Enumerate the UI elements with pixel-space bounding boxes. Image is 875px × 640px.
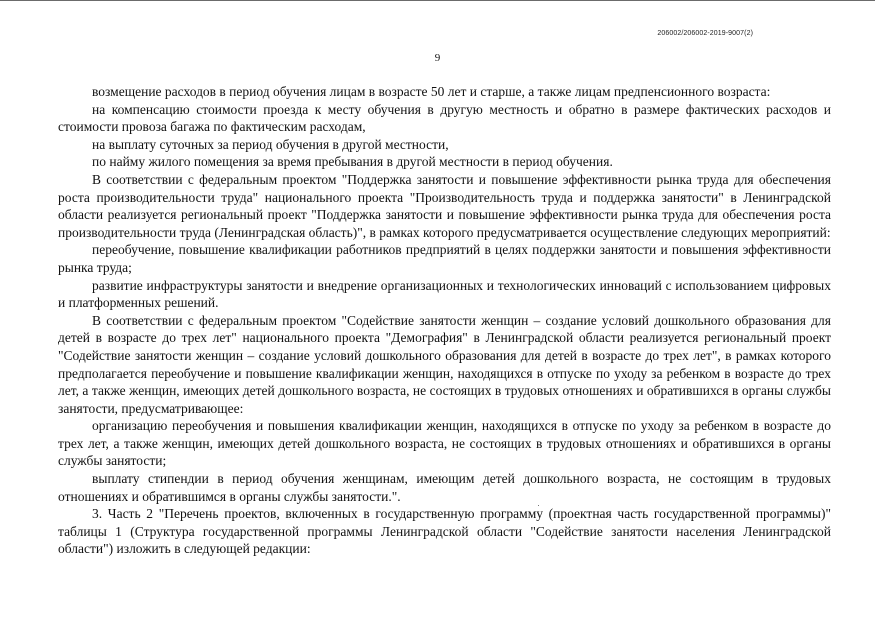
paragraph: по найму жилого помещения за время пребывания в другой местности в период обучения. [92, 154, 613, 170]
paragraph: организацию переобучения и повышения квалификации женщин, находящихся в отпуске по уходу за ребенком в возрасте до трех лет, а также женщин, имеющих детей дошкольного возраста, не состоящих в трудовых отношениях и обратившихся в органы службы занятости; [58, 418, 831, 469]
paragraph: развитие инфраструктуры занятости и внедрение организационных и технологических инноваций с использованием цифровых и платформенных решений. [58, 277, 831, 311]
paragraph: переобучение, повышение квалификации работников предприятий в целях поддержки занятости и повышения эффективности рынка труда; [58, 242, 831, 275]
page-top-edge [0, 0, 875, 1]
page-number: 9 [434, 52, 441, 64]
paragraph: В соответствии с федеральным проектом "Содействие занятости женщин – создание условий дошкольного образования для детей в возрасте до трех лет" национального проекта "Демография" в Ленинградской области реализуется региональный проект "Содействие занятости женщин – создание условий дошкольного образования для детей в возрасте до трех лет", в рамках которого предполагается переобучение и повышение квалификации женщин, находящихся в отпуске по уходу за ребенком в возрасте до трех лет, а также женщин, имеющих детей дошкольного возраста, не состоящих в трудовых отношениях и обратившихся в органы службы занятости, предусматривающее: [58, 312, 831, 416]
document-id: 206002/206002-2019-9007(2) [657, 30, 753, 37]
paragraph: возмещение расходов в период обучения лицам в возрасте 50 лет и старше, а также лицам предпенсионного возраста: [92, 84, 771, 99]
paragraph: выплату стипендии в период обучения женщинам, имеющим детей дошкольного возраста, не состоящим в трудовых отношениях и обратившимся в органы службы занятости.". [58, 471, 831, 504]
paragraph: 3. Часть 2 "Перечень проектов, включенных в государственную программу (проектная часть государственной программы)" таблицы 1 (Структура государственной программы Ленинградской области "Содействие занятости населения Ленинградской области") изложить в следующей редакции: [58, 506, 831, 557]
document-body [58, 83, 831, 558]
paragraph: на компенсацию стоимости проезда к месту обучения в другую местность и обратно в размере фактических расходов и стоимости провоза багажа по фактическим расходам, [58, 101, 831, 135]
paragraph: В соответствии с федеральным проектом "Поддержка занятости и повышение эффективности рынка труда для обеспечения роста производительности труда" национального проекта "Производительность труда и поддержка занятости" в Ленинградской области реализуется региональный проект "Поддержка занятости и повышение эффективности рынка труда для обеспечения роста производительности труда (Ленинградская область)", в рамках которого предусматривается осуществление следующих мероприятий: [58, 171, 831, 240]
scan-speck [538, 505, 539, 506]
paragraph: на выплату суточных за период обучения в другой местности, [92, 136, 449, 152]
